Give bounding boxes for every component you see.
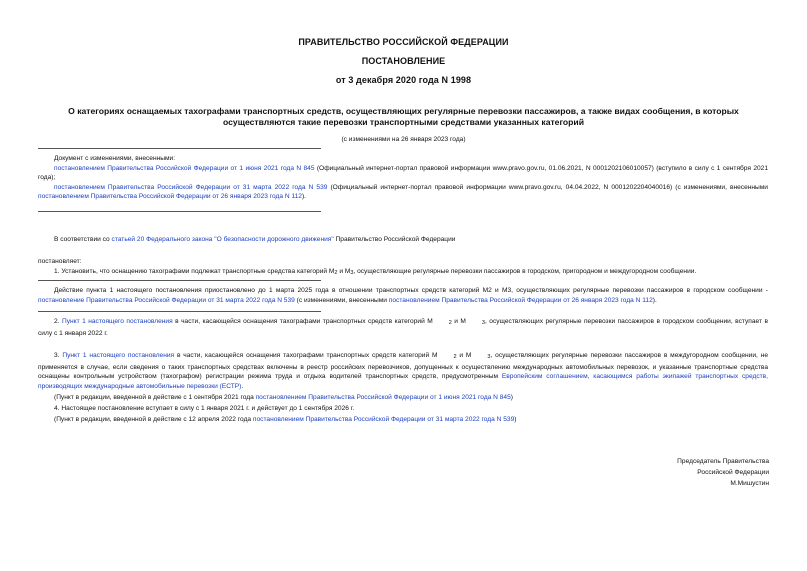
suspension-note (38, 286, 768, 305)
signature-position: Председатель Правительства (677, 458, 769, 465)
point-2-text-b: , осуществляющих регулярные перевозки пассажиров в городском сообщении, (484, 318, 733, 325)
changes-item-2-link-2[interactable]: постановлением Правительства Российской Федерации от 26 января 2023 года N 112 (38, 193, 302, 200)
note-4-text-a: (Пункт в редакции, введенной в действие с 12 апреля 2022 года (54, 416, 253, 423)
point-3-ecpt-link[interactable]: Европейским соглашением, касающимся работы экипажей транспортных средств, производящих международные автомобильные перевозки (ЕСТР) (38, 373, 768, 390)
category-m2: M2 (328, 268, 338, 276)
point-2-and: и (451, 318, 461, 325)
point-3-text-b: , осуществляющих регулярные перевозки пассажиров в междугородном сообщении, (490, 352, 758, 359)
category-m3: M 3 (460, 318, 485, 326)
point-1 (54, 267, 768, 279)
suspension-link-1[interactable]: постановление Правительства Российской Федерации от 31 марта 2022 года N 539 (38, 296, 295, 304)
changes-item-2 (38, 183, 768, 202)
point-1-text-b: , осуществляющие регулярные перевозки пассажиров в городском, пригородном и междугородном сообщении. (353, 268, 697, 275)
point-3-text-a: в части, касающейся оснащения тахографами транспортных средств категорий (174, 352, 432, 359)
point-3-num: 3. (54, 352, 63, 359)
point-2-text-a: в части, касающейся оснащения тахографами транспортных средств категорий (172, 318, 428, 325)
point-2-num: 2. (54, 318, 62, 325)
suspension-text-b: (с изменениями, внесенными (294, 296, 389, 304)
category-m3: M 3 (465, 352, 491, 360)
preamble (54, 235, 764, 245)
signature-country: Российской Федерации (697, 469, 769, 476)
point-3-text-d: . (241, 382, 244, 390)
point-4: 4. Настоящее постановление вступает в силу с 1 января 2021 г. и действует до 1 сентября 2026 г. (54, 405, 355, 412)
note-4-link[interactable]: постановлением Правительства Российской Федерации от 31 марта 2022 года N 539 (252, 416, 515, 423)
divider-top (38, 148, 321, 149)
category-m2: M 2 (432, 352, 457, 360)
suspension-text-c: ). (652, 296, 657, 304)
note-3-link[interactable]: постановлением Правительства Российской Федерации от 1 июня 2021 года N 845 (255, 394, 511, 401)
changes-item-2-link[interactable]: постановлением Правительства Российской Федерации от 31 марта 2022 года N 539 (54, 183, 328, 191)
point-3 (38, 351, 768, 391)
changes-item-2-text: (Официальный интернет-портал правовой информации www.pravo.gov.ru, 04.04.2022, N 0001202204040016) (с изменениями, внесенными (327, 183, 768, 191)
changes-item-1-link[interactable]: постановлением Правительства Российской Федерации от 1 июня 2021 года N 845 (54, 164, 315, 172)
note-3-text-b: ) (510, 394, 513, 401)
point-2 (38, 317, 768, 338)
signature-block (519, 456, 769, 489)
preamble-text-a: В соответствии со (54, 236, 112, 243)
point-3-and: и (456, 352, 466, 359)
point-1-and: и (337, 268, 345, 275)
document-type: ПОСТАНОВЛЕНИЕ (361, 56, 446, 66)
postanovlyaet: постановляет: (38, 258, 82, 265)
preamble-text-b: Правительство Российской Федерации (333, 236, 456, 243)
point-1-text-a: 1. Установить, что оснащению тахографами подлежат транспортные средства категорий (54, 268, 329, 275)
document-date-number: от 3 декабря 2020 года N 1998 (335, 75, 472, 85)
point-2-link[interactable]: Пункт 1 настоящего постановления (61, 318, 173, 325)
document-title (40, 106, 767, 128)
title-line-2: осуществляются такие перевозки транспортными средствами указанных категорий (223, 117, 584, 127)
divider-suspension-top (38, 280, 321, 281)
note-point-4 (54, 415, 768, 425)
changes-item-1-text: (Официальный интернет-портал правовой информации www.pravo.gov.ru, 01.06.2021, N 0001202106010057) (вступило в силу с 1 сентября 2021 года); (38, 164, 768, 181)
suspension-link-2[interactable]: постановлением Правительства Российской Федерации от 26 января 2023 года N 112 (388, 296, 653, 304)
divider-bottom (38, 211, 321, 212)
changes-item-1 (38, 164, 768, 183)
note-point-3 (54, 393, 768, 403)
category-m2: M 2 (427, 318, 452, 326)
divider-suspension-bottom (38, 311, 321, 312)
title-line-1: О категориях оснащаемых тахографами транспортных средств, осуществляющих регулярные перевозки пассажиров, а также видах сообщения, в которых (68, 106, 739, 116)
signature-name: М.Мишустин (730, 480, 769, 487)
changes-block (38, 154, 768, 202)
revision-note: (с изменениями на 26 января 2023 года) (341, 136, 466, 143)
category-m3: M3 (344, 268, 354, 276)
changes-intro: Документ с изменениями, внесенными: (54, 155, 176, 162)
note-3-text-a: (Пункт в редакции, введенной в действие с 1 сентября 2021 года (54, 394, 256, 401)
point-2-text-c: вступает в силу с 1 января 2022 г. (38, 318, 768, 337)
point-3-link[interactable]: Пункт 1 настоящего постановления (62, 352, 175, 359)
preamble-law-link[interactable]: статьей 20 Федерального закона "О безопасности дорожного движения" (111, 236, 334, 243)
government-name: ПРАВИТЕЛЬСТВО РОССИЙСКОЙ ФЕДЕРАЦИИ (298, 37, 509, 47)
changes-item-2-end: ). (301, 193, 307, 200)
note-4-text-b: ) (514, 416, 517, 423)
point-3-text-c: не применяется в случае, если сведения о таких транспортных средствах включены в реестр российских перевозчиков, допущенных к осуществлению международных автомобильных перевозок, и указанные транспортные средства оснащены контрольным устройством (тахографом) регистрации режима труда и отдыха водителей транспортных средств, предусмотренным (38, 352, 768, 380)
suspension-text-a: Действие пункта 1 настоящего постановления приостановлено до 1 марта 2025 года в отношении транспортных средств категорий М2 и М3, осуществляющих регулярные перевозки пассажиров в городском сообщении - (54, 287, 768, 294)
